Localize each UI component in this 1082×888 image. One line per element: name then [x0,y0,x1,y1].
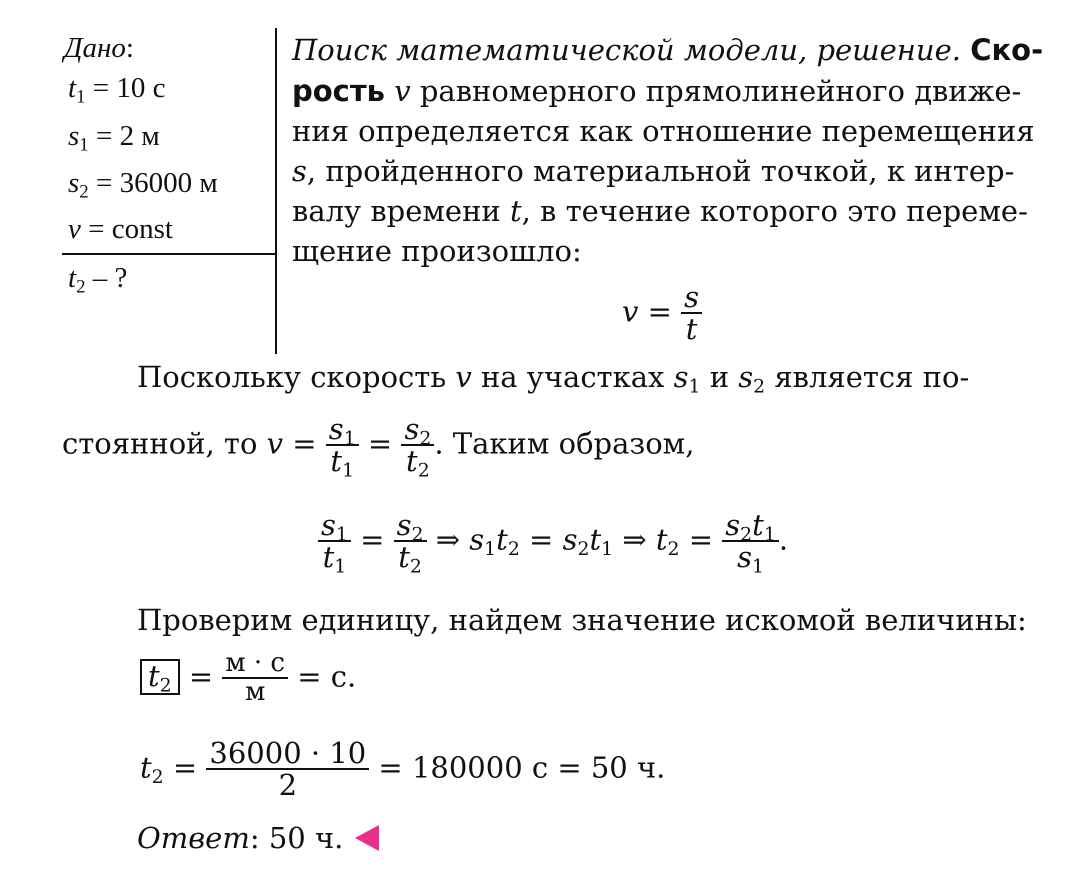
chain-result: $\frac{s_2t_1}{s_1}$ [722,510,779,573]
chain-ratio-2: $\frac{s_2}{t_2}$ [394,510,427,573]
end-marker-icon [355,825,379,851]
velocity-fraction: $\frac{s}{t}$ [681,282,702,345]
given-heading: Дано: [64,32,134,64]
velocity-formula: v = $\frac{s}{t}$ [622,282,702,345]
ratio-s2-t2: $\frac{s_2}{t_2}$ [401,414,434,477]
calculation: $t_2$ = $\frac{36000 \cdot 10}{2}$ = 180000 с = 50 ч. [140,736,666,803]
calc-fraction: $\frac{36000 \cdot 10}{2}$ [206,738,369,801]
ratio-s1-t1: $\frac{s_1}{t_1}$ [326,414,359,477]
given-find: $t_2$ – ? [68,262,128,298]
derivation-chain: $\frac{s_1}{t_1}$ = $\frac{s_2}{t_2}$ ⇒ $s_1t_2 = s_2t_1$ ⇒ $t_2$ = $\frac{s_2t_1}{s_1}$ . [318,510,788,573]
chain-ratio-1: $\frac{s_1}{t_1}$ [318,510,351,573]
given-s2: $s_2 = 36000$ м [68,167,218,203]
answer-line: Ответ : 50 ч. [137,821,379,855]
solution-line-5: валу времени t, в течение которого это переме- [292,194,1028,228]
unit-fraction: $\frac{м \cdot с}{м}$ [222,650,288,707]
solution-line-6: щение произошло: [292,234,582,268]
para2-line-1: Поскольку скорость v на участках $s_1$ и $s_2$ является по- [137,360,970,398]
para2-line-2: стоянной, то v = $\frac{s_1}{t_1}$ = $\frac{s_2}{t_2}$ . Таким образом, [62,412,695,483]
given-s1: $s_1 = 2$ м [68,120,160,156]
given-t1: $t_1 = 10$ с [68,72,166,108]
unit-check-text: Проверим единицу, найдем значение искомой величины: [137,603,1027,637]
vertical-divider [275,28,277,354]
given-divider [62,253,276,255]
solution-line-2: рость v равномерного прямолинейного движе- [292,74,1022,108]
given-v: v = const [68,213,173,245]
solution-line-3: ния определяется как отношение перемещения [292,114,1035,148]
unit-check-formula: $t_2$ = $\frac{м \cdot с}{м}$ = с. [140,650,356,707]
solution-line-4: s, пройденного материальной точкой, к интер- [292,154,1015,188]
unit-bracket: $t_2$ [140,659,180,695]
solution-line-1: Поиск математической модели, решение. Ско- [292,33,1044,67]
